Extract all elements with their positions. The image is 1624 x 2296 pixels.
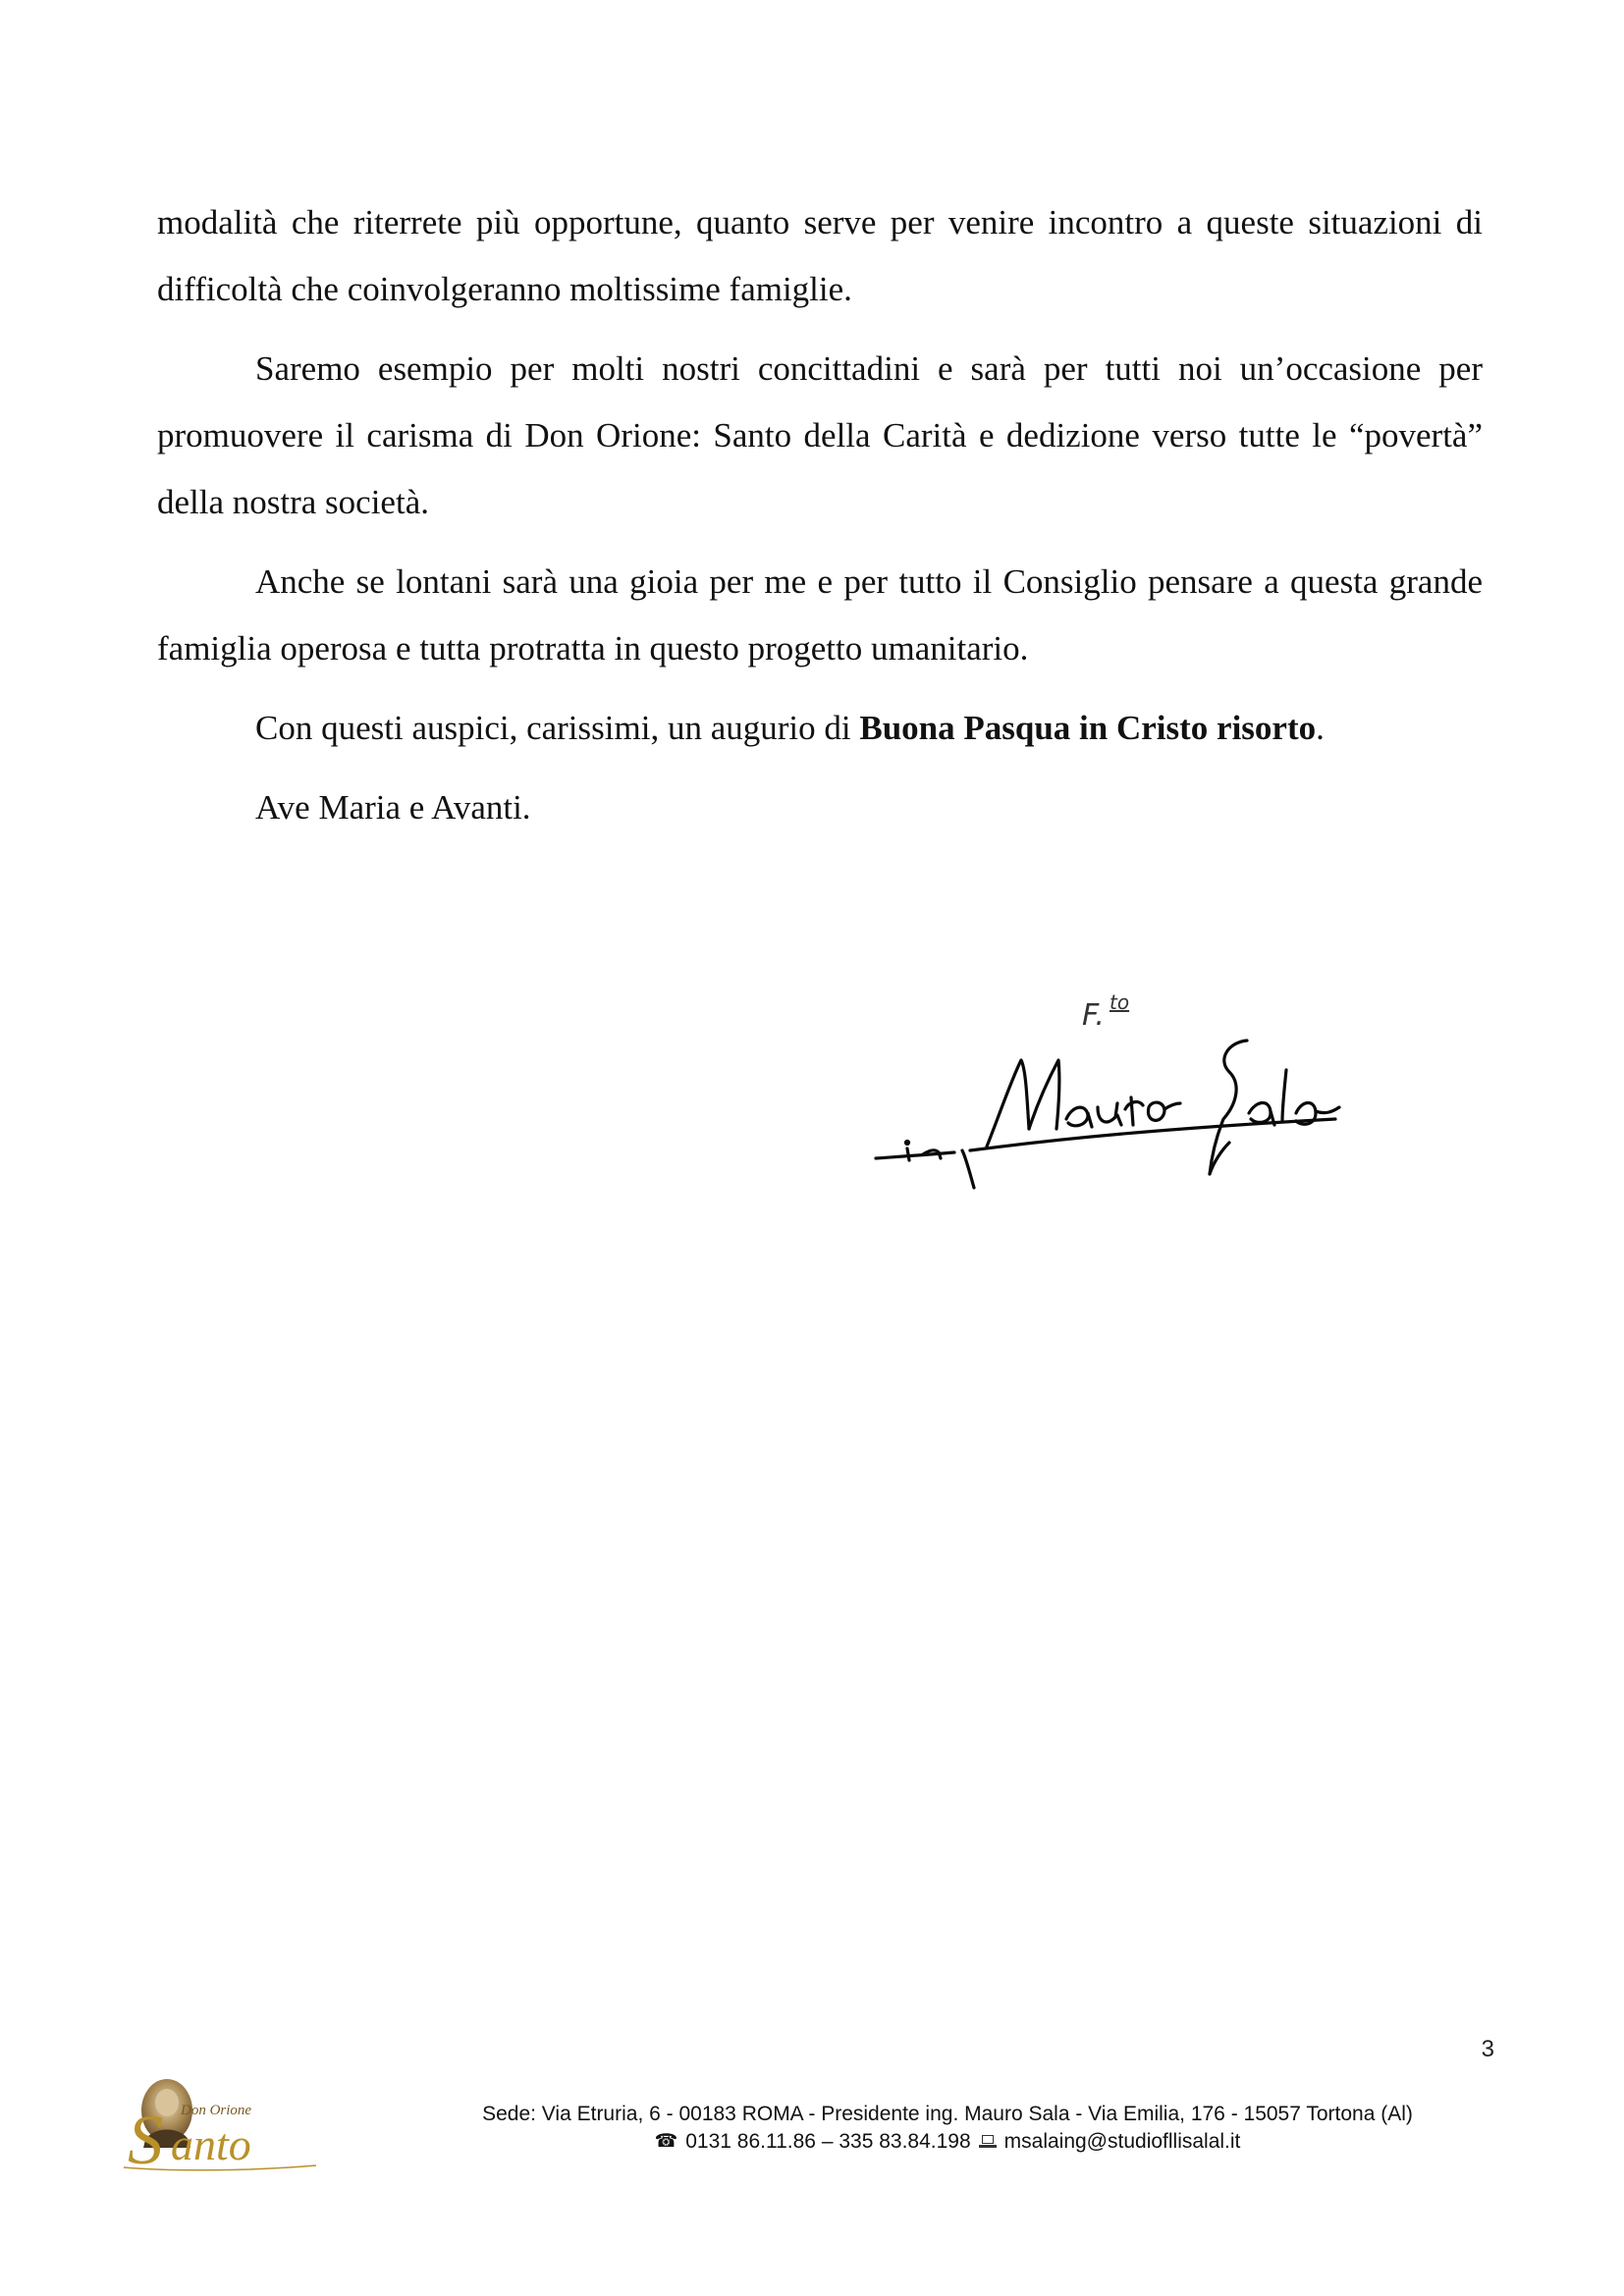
logo-subtitle: Don Orione [181, 2103, 252, 2118]
svg-text:F.: F. [1082, 998, 1105, 1033]
page-number: 3 [1481, 2036, 1494, 2062]
phone-icon: ☎ [654, 2131, 678, 2152]
paragraph-2: Saremo esempio per molti nostri concittadini e sarà per tutti noi un’occasione per promuovere il carisma di Don Orione: Santo della Carità e dedizione verso tutte le “povertà” della nostra società. [157, 349, 1483, 521]
easter-greeting-bold: Buona Pasqua in Cristo risorto [859, 709, 1317, 747]
footer-address: Sede: Via Etruria, 6 - 00183 ROMA - Presidente ing. Mauro Sala - Via Emilia, 176 - 15057 Tortona (Al) [482, 2103, 1413, 2125]
logo-title-rest: anto [171, 2119, 251, 2169]
paragraph-4 [157, 695, 1483, 762]
footer-email: msalaing@studiofllisalal.it [1003, 2130, 1241, 2153]
logo-title-initial: S [128, 2101, 163, 2175]
greeting-period: . [1316, 709, 1325, 747]
don-orione-santo-logo [110, 2069, 336, 2175]
laptop-icon [979, 2135, 997, 2149]
paragraph-3: Anche se lontani sarà una gioia per me e per tutto il Consiglio pensare a questa grande famiglia operosa e tutta protratta in questo progetto umanitario. [157, 562, 1483, 667]
footer-phone: 0131 86.11.86 – 335 83.84.198 [685, 2130, 971, 2153]
svg-text:to: to [1110, 990, 1130, 1014]
footer [393, 2101, 1502, 2155]
greeting-text: Con questi auspici, carissimi, un augurio di [255, 709, 860, 747]
paragraph-1: modalità che riterrete più opportune, quanto serve per venire incontro a queste situazioni di difficoltà che coinvolgeranno moltissime famiglie. [157, 203, 1483, 308]
letter-body [157, 189, 1483, 854]
paragraph-5: Ave Maria e Avanti. [255, 788, 531, 827]
footer-contacts [655, 2128, 1241, 2155]
handwritten-signature [864, 982, 1375, 1207]
